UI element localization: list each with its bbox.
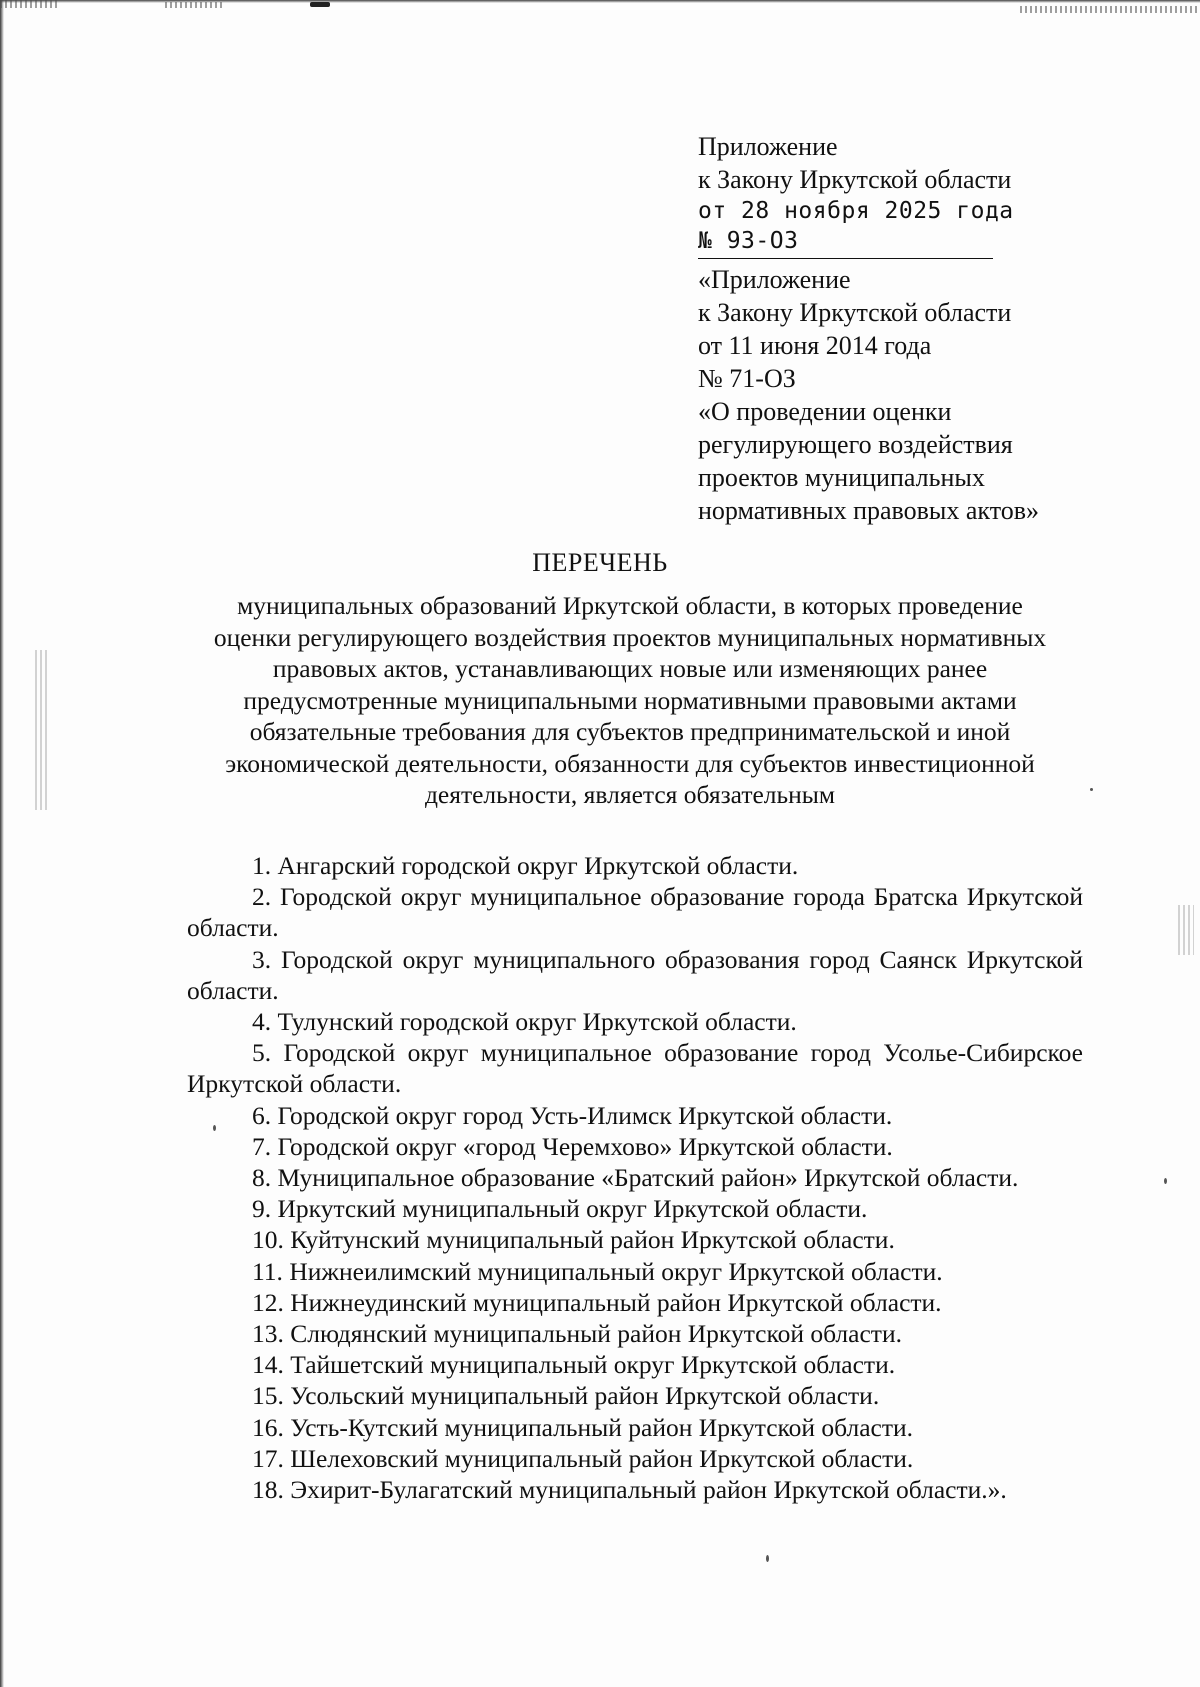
document-title: ПЕРЕЧЕНЬ bbox=[532, 548, 668, 577]
list-item-text: Усть-Кутский муниципальный район Иркутской области. bbox=[290, 1412, 913, 1442]
list-item-number: 2. bbox=[252, 882, 272, 912]
original-annex-name-line: «О проведении оценки bbox=[698, 397, 952, 426]
list-item-number: 8. bbox=[252, 1163, 272, 1193]
list-item-number: 6. bbox=[252, 1100, 272, 1130]
list-item-text: Иркутский муниципальный округ Иркутской области. bbox=[277, 1194, 868, 1224]
list-item-text: Муниципальное образование «Братский район» Иркутской области. bbox=[277, 1163, 1019, 1193]
original-annex-title: «Приложение bbox=[698, 265, 851, 294]
subtitle-line: предусмотренные муниципальными нормативными правовыми актами bbox=[243, 685, 1017, 715]
list-item-number: 16. bbox=[252, 1412, 284, 1442]
original-annex-number: № 71-ОЗ bbox=[698, 364, 796, 393]
subtitle-line: экономической деятельности, обязанности для субъектов инвестиционной bbox=[225, 748, 1035, 778]
list-item-number: 7. bbox=[252, 1131, 272, 1161]
list-item bbox=[187, 881, 1083, 943]
list-item-number: 5. bbox=[252, 1038, 272, 1068]
annex-title: Приложение bbox=[698, 132, 838, 161]
list-item-text: Слюдянский муниципальный район Иркутской области. bbox=[290, 1319, 902, 1349]
subtitle-line: деятельности, является обязательным bbox=[424, 780, 836, 809]
list-item-number: 4. bbox=[252, 1007, 272, 1037]
subtitle-line: оценки регулирующего воздействия проектов муниципальных нормативных bbox=[213, 622, 1047, 652]
original-annex-name-line: проектов муниципальных bbox=[698, 463, 985, 492]
list-item-text: Эхирит-Булагатский муниципальный район Иркутской области.». bbox=[290, 1475, 1007, 1505]
list-item bbox=[187, 1131, 1083, 1162]
annex-number: № 93-ОЗ bbox=[698, 228, 799, 254]
list-item-number: 13. bbox=[252, 1319, 284, 1349]
list-item-number: 18. bbox=[252, 1475, 284, 1505]
list-item-text: Ангарский городской округ Иркутской области. bbox=[277, 851, 799, 880]
list-item-text: Нижнеудинский муниципальный район Иркутской области. bbox=[290, 1287, 942, 1317]
list-item-number: 11. bbox=[252, 1256, 283, 1286]
annex-signature-rule bbox=[698, 258, 993, 259]
list-item bbox=[187, 1412, 1083, 1443]
original-annex-header bbox=[698, 263, 1040, 527]
list-item-text: Куйтунский муниципальный район Иркутской области. bbox=[290, 1225, 895, 1255]
list-item-text: Городской округ муниципального образования город Саянск Иркутской области. bbox=[187, 944, 1083, 1005]
list-item-number: 17. bbox=[252, 1443, 284, 1473]
subtitle-line: обязательные требования для субъектов предпринимательской и иной bbox=[249, 717, 1011, 746]
list-item bbox=[187, 1256, 1083, 1287]
list-item bbox=[187, 944, 1083, 1006]
list-item bbox=[187, 1193, 1083, 1224]
list-item bbox=[187, 1037, 1083, 1099]
scan-noise-top-right bbox=[1020, 6, 1200, 13]
list-item-number: 10. bbox=[252, 1225, 284, 1255]
subtitle-line: правовых актов, устанавливающих новые или изменяющих ранее bbox=[272, 654, 988, 683]
scan-noise-top-left bbox=[0, 0, 60, 8]
scan-noise-right-margin bbox=[1178, 905, 1194, 955]
list-item bbox=[187, 1380, 1083, 1411]
scan-noise-top-center bbox=[165, 2, 225, 8]
list-item-text: Нижнеилимский муниципальный округ Иркутской области. bbox=[289, 1256, 943, 1286]
scan-speck-4 bbox=[1090, 788, 1093, 791]
list-item bbox=[187, 1100, 1083, 1131]
original-annex-name-line: регулирующего воздействия bbox=[698, 430, 1013, 459]
document-subtitle bbox=[195, 590, 1065, 811]
list-item-text: Тайшетский муниципальный округ Иркутской области. bbox=[290, 1350, 896, 1380]
list-item-number: 9. bbox=[252, 1194, 272, 1224]
list-item bbox=[187, 1443, 1083, 1474]
scan-speck-3 bbox=[766, 1555, 769, 1562]
scan-edge-left bbox=[0, 0, 4, 1687]
scan-speck-2 bbox=[1164, 1178, 1167, 1184]
list-item bbox=[187, 1287, 1083, 1318]
list-item bbox=[187, 1318, 1083, 1349]
list-item-number: 15. bbox=[252, 1381, 284, 1411]
original-annex-name-line: нормативных правовых актов» bbox=[698, 496, 1040, 525]
list-item-number: 14. bbox=[252, 1350, 284, 1380]
list-item-number: 1. bbox=[252, 851, 272, 880]
list-item-text: Городской округ муниципальное образование город Усолье-Сибирское Иркутской области. bbox=[187, 1038, 1083, 1099]
list-item bbox=[187, 1006, 1083, 1037]
list-item-number: 3. bbox=[252, 944, 272, 974]
list-item bbox=[187, 1349, 1083, 1380]
municipality-list bbox=[187, 850, 1083, 1505]
list-item-text: Городской округ «город Черемхово» Иркутской области. bbox=[277, 1131, 893, 1161]
annex-date: от 28 ноября 2025 года bbox=[698, 198, 1014, 224]
original-annex-date: от 11 июня 2014 года bbox=[698, 331, 932, 360]
annex-header bbox=[698, 130, 1040, 527]
scan-mark-top bbox=[310, 2, 330, 7]
list-item bbox=[187, 850, 1083, 881]
list-item bbox=[187, 1474, 1083, 1505]
list-item bbox=[187, 1224, 1083, 1255]
original-annex-law: к Закону Иркутской области bbox=[698, 298, 1012, 327]
list-item-text: Городской округ муниципальное образование города Братска Иркутской области. bbox=[187, 882, 1084, 943]
scan-noise-left-margin bbox=[35, 650, 49, 810]
list-item-text: Шелеховский муниципальный район Иркутской области. bbox=[290, 1443, 914, 1473]
list-item-text: Тулунский городской округ Иркутской области. bbox=[277, 1007, 797, 1037]
list-item-text: Усольский муниципальный район Иркутской области. bbox=[290, 1381, 880, 1411]
subtitle-line: муниципальных образований Иркутской области, в которых проведение bbox=[237, 591, 1023, 620]
list-item-number: 12. bbox=[252, 1287, 284, 1317]
list-item-text: Городской округ город Усть-Илимск Иркутской области. bbox=[277, 1100, 893, 1130]
list-item bbox=[187, 1162, 1083, 1193]
annex-law: к Закону Иркутской области bbox=[698, 165, 1012, 194]
